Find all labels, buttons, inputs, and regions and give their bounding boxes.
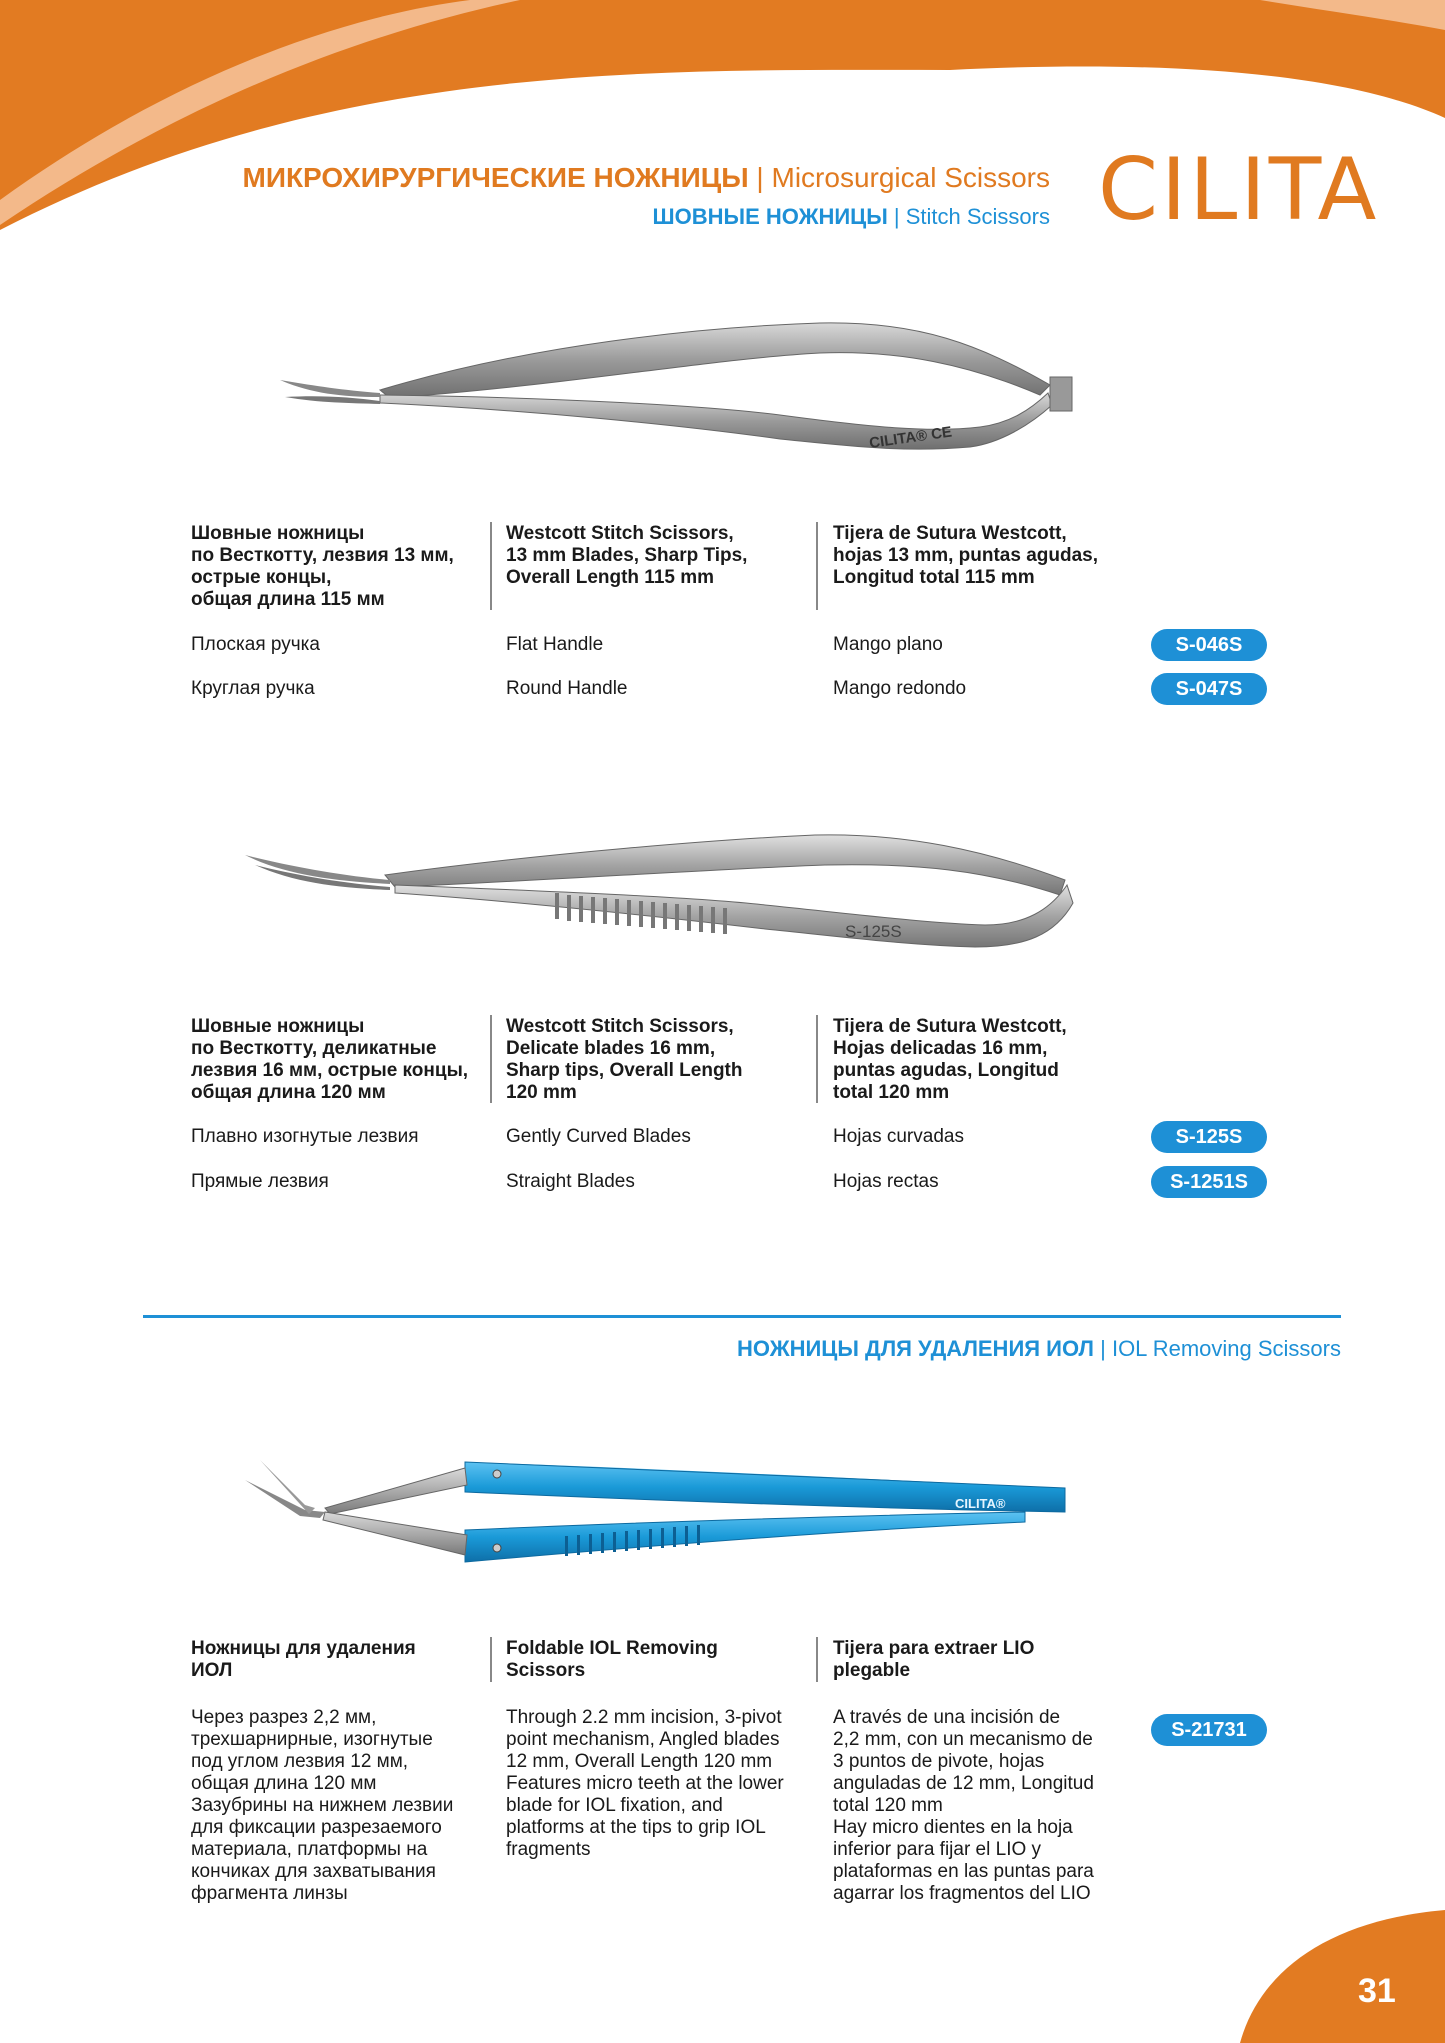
product-2-desc-es bbox=[833, 1016, 1133, 1104]
delicate-westcott-scissors-image bbox=[245, 825, 1075, 965]
product-1-ru-line: по Весткотту, лезвия 13 мм, bbox=[191, 545, 454, 566]
variant-en: Straight Blades bbox=[506, 1171, 635, 1192]
section-title-ru: НОЖНИЦЫ ДЛЯ УДАЛЕНИЯ ИОЛ bbox=[737, 1336, 1094, 1361]
column-divider bbox=[490, 522, 492, 610]
product-2-en-line: Westcott Stitch Scissors, bbox=[506, 1016, 734, 1037]
variant-en: Round Handle bbox=[506, 678, 628, 699]
section-title-en: IOL Removing Scissors bbox=[1111, 1336, 1341, 1361]
header-subtitle-ru: ШОВНЫЕ НОЖНИЦЫ bbox=[652, 204, 888, 229]
header-subtitle-en: Stitch Scissors bbox=[905, 204, 1050, 229]
product-2-image-label: S-125S bbox=[845, 922, 902, 941]
product-3-desc-ru-line: Зазубрины на нижнем лезвии bbox=[191, 1795, 454, 1816]
section-title-separator: | bbox=[1094, 1336, 1112, 1361]
header-separator: | bbox=[748, 162, 772, 193]
product-3-desc-ru-line: под углом лезвия 12 мм, bbox=[191, 1751, 409, 1772]
header-subtitle bbox=[653, 204, 1050, 230]
page-corner-shape bbox=[1240, 1900, 1445, 2043]
variant-ru: Плоская ручка bbox=[191, 634, 320, 655]
product-3-desc-en-line: fragments bbox=[506, 1839, 591, 1860]
page-number: 31 bbox=[1358, 1972, 1396, 2010]
product-1-en-line: Overall Length 115 mm bbox=[506, 567, 715, 588]
product-2-en-line: Delicate blades 16 mm, bbox=[506, 1038, 716, 1059]
column-divider bbox=[816, 1637, 818, 1682]
product-1-en-line: 13 mm Blades, Sharp Tips, bbox=[506, 545, 748, 566]
product-3-desc-ru-line: трехшарнирные, изогнутые bbox=[191, 1729, 433, 1750]
product-1-desc-ru bbox=[191, 523, 481, 611]
column-divider bbox=[816, 1015, 818, 1103]
product-2-desc-ru bbox=[191, 1016, 491, 1104]
product-3-title-ru-line: Ножницы для удаления bbox=[191, 1638, 416, 1659]
product-3-desc-ru bbox=[191, 1707, 491, 1905]
product-3-desc-ru-line: общая длина 120 мм bbox=[191, 1773, 377, 1794]
product-2-es-line: Tijera de Sutura Westcott, bbox=[833, 1016, 1067, 1037]
product-2-ru-line: лезвия 16 мм, острые концы, bbox=[191, 1060, 469, 1081]
product-3-desc-en-line: platforms at the tips to grip IOL bbox=[506, 1817, 766, 1838]
product-1-en-line: Westcott Stitch Scissors, bbox=[506, 523, 734, 544]
product-2-ru-line: общая длина 120 мм bbox=[191, 1082, 386, 1103]
header-subtitle-separator: | bbox=[887, 204, 906, 229]
variant-ru: Круглая ручка bbox=[191, 678, 315, 699]
product-3-desc-es-line: plataformas en las puntas para bbox=[833, 1861, 1094, 1882]
product-1-es-line: Longitud total 115 mm bbox=[833, 567, 1035, 588]
variant-es: Mango redondo bbox=[833, 678, 967, 699]
product-3-title-en-line: Foldable IOL Removing bbox=[506, 1638, 718, 1659]
product-3-title-en bbox=[506, 1638, 806, 1682]
product-code-badge: S-047S bbox=[1151, 673, 1267, 705]
iol-removing-scissors-image bbox=[245, 1450, 1075, 1575]
column-divider bbox=[490, 1015, 492, 1103]
product-3-title-es-line: Tijera para extraer LIO bbox=[833, 1638, 1035, 1659]
product-3-desc-es-line: 3 puntos de pivote, hojas bbox=[833, 1751, 1045, 1772]
product-code-badge: S-21731 bbox=[1151, 1714, 1267, 1746]
product-1-es-line: hojas 13 mm, puntas agudas, bbox=[833, 545, 1099, 566]
product-2-en-line: Sharp tips, Overall Length bbox=[506, 1060, 743, 1081]
product-3-desc-es-line: agarrar los fragmentos del LIO bbox=[833, 1883, 1091, 1904]
variant-es: Hojas rectas bbox=[833, 1171, 939, 1192]
product-1-desc-es bbox=[833, 523, 1133, 589]
product-3-desc-en bbox=[506, 1707, 816, 1861]
product-3-desc-es-line: total 120 mm bbox=[833, 1795, 943, 1816]
variant-ru: Плавно изогнутые лезвия bbox=[191, 1126, 419, 1147]
header-title-en: Microsurgical Scissors bbox=[771, 162, 1050, 193]
product-3-desc-en-line: Features micro teeth at the lower bbox=[506, 1773, 784, 1794]
variant-en: Flat Handle bbox=[506, 634, 604, 655]
product-3-desc-es-line: inferior para fijar el LIO y bbox=[833, 1839, 1042, 1860]
column-divider bbox=[816, 522, 818, 610]
product-3-desc-en-line: point mechanism, Angled blades bbox=[506, 1729, 780, 1750]
variant-ru: Прямые лезвия bbox=[191, 1171, 329, 1192]
product-3-title-es bbox=[833, 1638, 1133, 1682]
column-divider bbox=[490, 1637, 492, 1682]
product-3-desc-es-line: 2,2 mm, con un mecanismo de bbox=[833, 1729, 1093, 1750]
product-3-desc-es-line: A través de una incisión de bbox=[833, 1707, 1061, 1728]
product-1-ru-line: Шовные ножницы bbox=[191, 523, 365, 544]
product-3-title-es-line: plegable bbox=[833, 1660, 911, 1681]
product-1-es-line: Tijera de Sutura Westcott, bbox=[833, 523, 1067, 544]
product-2-es-line: Hojas delicadas 16 mm, bbox=[833, 1038, 1048, 1059]
product-2-es-line: total 120 mm bbox=[833, 1082, 950, 1103]
product-3-desc-es-line: Hay micro dientes en la hoja bbox=[833, 1817, 1073, 1838]
product-3-desc-ru-line: Через разрез 2,2 мм, bbox=[191, 1707, 377, 1728]
product-3-desc-ru-line: для фиксации разрезаемого bbox=[191, 1817, 442, 1838]
cilita-logo: CILITA bbox=[1098, 140, 1380, 240]
product-3-desc-en-line: Through 2.2 mm incision, 3-pivot bbox=[506, 1707, 782, 1728]
product-code-badge: S-1251S bbox=[1151, 1166, 1267, 1198]
product-3-desc-es-line: anguladas de 12 mm, Longitud bbox=[833, 1773, 1094, 1794]
product-1-desc-en bbox=[506, 523, 806, 589]
product-3-image-label: CILITA® bbox=[955, 1496, 1006, 1511]
product-code-badge: S-046S bbox=[1151, 629, 1267, 661]
product-2-es-line: puntas agudas, Longitud bbox=[833, 1060, 1059, 1081]
section-divider bbox=[143, 1315, 1341, 1318]
variant-es: Hojas curvadas bbox=[833, 1126, 964, 1147]
product-3-desc-en-line: 12 mm, Overall Length 120 mm bbox=[506, 1751, 773, 1772]
product-1-ru-line: острые концы, bbox=[191, 567, 332, 588]
product-3-desc-ru-line: фрагмента линзы bbox=[191, 1883, 348, 1904]
product-3-title-ru bbox=[191, 1638, 481, 1682]
product-2-ru-line: Шовные ножницы bbox=[191, 1016, 365, 1037]
section-title-iol bbox=[737, 1336, 1341, 1362]
westcott-scissors-image bbox=[280, 315, 1085, 465]
product-2-desc-en bbox=[506, 1016, 806, 1104]
product-2-ru-line: по Весткотту, деликатные bbox=[191, 1038, 437, 1059]
header-title-ru: МИКРОХИРУРГИЧЕСКИЕ НОЖНИЦЫ bbox=[242, 162, 749, 193]
product-1-image-label: CILITA® CE bbox=[868, 423, 954, 452]
product-code-badge: S-125S bbox=[1151, 1121, 1267, 1153]
product-3-desc-ru-line: кончиках для захватывания bbox=[191, 1861, 436, 1882]
product-3-title-ru-line: ИОЛ bbox=[191, 1660, 233, 1681]
header-title bbox=[243, 162, 1051, 194]
product-1-ru-line: общая длина 115 мм bbox=[191, 589, 385, 610]
variant-en: Gently Curved Blades bbox=[506, 1126, 691, 1147]
product-2-en-line: 120 mm bbox=[506, 1082, 577, 1103]
variant-es: Mango plano bbox=[833, 634, 943, 655]
product-3-title-en-line: Scissors bbox=[506, 1660, 586, 1681]
product-3-desc-ru-line: материала, платформы на bbox=[191, 1839, 428, 1860]
product-3-desc-en-line: blade for IOL fixation, and bbox=[506, 1795, 723, 1816]
product-3-desc-es bbox=[833, 1707, 1133, 1905]
